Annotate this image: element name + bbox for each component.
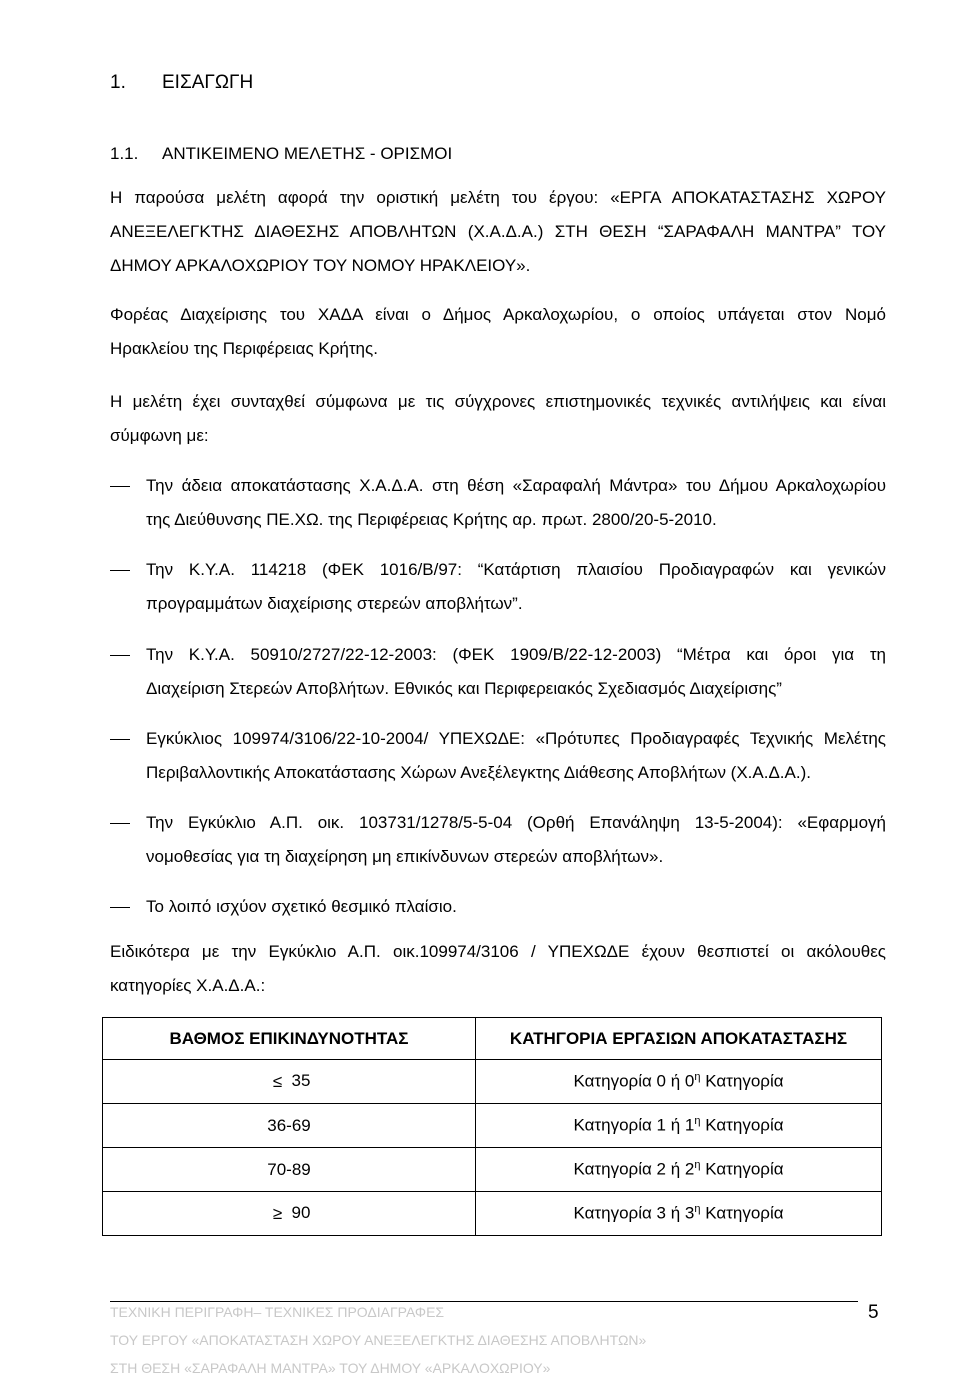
hazard-category-table [102,1017,882,1236]
paragraph-line: Η μελέτη έχει συνταχθεί σύμφωνα με τις σύγχρονες επιστημονικές τεχνικές αντιλήψεις και είναι [110,392,886,411]
score-value: 35 [291,1071,311,1091]
table-row [103,1060,882,1104]
bullet-line: Εγκύκλιος 109974/3106/22-10-2004/ ΥΠΕΧΩΔΕ: «Πρότυπες Προδιαγραφές Τεχνικής Μελέτης [146,729,886,748]
ordinal-sup: η [694,1071,701,1084]
paragraph-line: κατηγορίες Χ.Α.Δ.Α.: [110,976,266,995]
footer-line: ΤΟΥ ΕΡΓΟΥ «ΑΠΟΚΑΤΑΣΤΑΣΗ ΧΩΡΟΥ ΑΝΕΞΕΛΕΓΚΤΗΣ ΔΙΑΘΕΣΗΣ ΑΠΟΒΛΗΤΩΝ» [110,1332,647,1348]
column-header: ΒΑΘΜΟΣ ΕΠΙΚΙΝΔΥΝΟΤΗΤΑΣ [103,1018,476,1060]
bullet-line: Την άδεια αποκατάστασης Χ.Α.Δ.Α. στη θέση «Σαραφαλή Μάντρα» του Δήμου Αρκαλοχωρίου [146,476,886,495]
category-suffix: Κατηγορία [700,1159,784,1179]
ordinal-sup: η [694,1159,701,1172]
paragraph-line: Ειδικότερα με την Εγκύκλιο Α.Π. οικ.109974/3106 / ΥΠΕΧΩΔΕ έχουν θεσπιστεί οι ακόλουθες [110,942,886,961]
category-suffix: Κατηγορία [700,1203,784,1223]
bullet-line: Την Εγκύκλιο Α.Π. οικ. 103731/1278/5-5-04 (Ορθή Επανάληψη 13-5-2004): «Εφαρμογή [146,813,886,832]
bullet-line: Διαχείριση Στερεών Αποβλήτων. Εθνικός και Περιφερειακός Σχεδιασμός Διαχείρισης” [146,679,782,698]
bullet-dash [110,655,130,656]
bullet-line: της Διεύθυνσης ΠΕ.ΧΩ. της Περιφέρειας Κρήτης αρ. πρωτ. 2800/20-5-2010. [146,510,717,529]
bullet-line: Περιβαλλοντικής Αποκατάστασης Χώρων Ανεξέλεγκτης Διάθεσης Αποβλήτων (Χ.Α.Δ.Α.). [146,763,811,782]
bullet-item-circular-109974 [146,722,886,790]
category-value: Κατηγορία 1 ή 1 [573,1115,695,1135]
ordinal-sup: η [694,1203,701,1216]
category-value: Κατηγορία 2 ή 2 [573,1159,695,1179]
score-cell [103,1148,476,1192]
footer-line: ΤΕΧΝΙΚΗ ΠΕΡΙΓΡΑΦΗ– ΤΕΧΝΙΚΕΣ ΠΡΟΔΙΑΓΡΑΦΕΣ [110,1304,445,1320]
table-header-row [103,1018,882,1060]
score-cell [103,1192,476,1236]
category-value: Κατηγορία 0 ή 0 [573,1071,695,1091]
bullet-item-permit [146,469,886,537]
footer-rule [110,1301,858,1302]
paragraph-line: ΔΗΜΟΥ ΑΡΚΑΛΟΧΩΡΙΟΥ ΤΟΥ ΝΟΜΟΥ ΗΡΑΚΛΕΙΟΥ». [110,256,531,275]
score-cell [103,1104,476,1148]
category-cell [476,1060,882,1104]
category-cell [476,1192,882,1236]
bullet-line: νομοθεσίας για τη διαχείρηση μη επικίνδυνων στερεών αποβλήτων». [146,847,664,866]
paragraph-project [110,181,886,283]
score-value: 36-69 [267,1115,311,1135]
category-suffix: Κατηγορία [700,1071,784,1091]
paragraph-line: Η παρούσα μελέτη αφορά την οριστική μελέτη του έργου: «ΕΡΓΑ ΑΠΟΚΑΤΑΣΤΑΣΗΣ ΧΩΡΟΥ [110,188,886,207]
bullet-dash [110,823,130,824]
bullet-dash [110,570,130,571]
column-header: ΚΑΤΗΓΟΡΙΑ ΕΡΓΑΣΙΩΝ ΑΠΟΚΑΤΑΣΤΑΣΗΣ [476,1018,882,1060]
bullet-dash [110,486,130,487]
less-or-equal-icon: ≤ [272,1071,283,1091]
paragraph-line: Ηρακλείου της Περιφέρειας Κρήτης. [110,339,378,358]
bullet-item-kya-50910 [146,638,886,706]
subsection-heading [110,144,452,164]
category-value: Κατηγορία 3 ή 3 [573,1203,695,1223]
page-number: 5 [868,1302,879,1323]
paragraph-categories [110,935,886,1003]
category-suffix: Κατηγορία [700,1115,784,1135]
ordinal-sup: η [694,1115,701,1128]
paragraph-line: Φορέας Διαχείρισης του ΧΑΔΑ είναι ο Δήμος Αρκαλοχωρίου, ο οποίος υπάγεται στον Νομό [110,305,886,324]
subsection-title: ΑΝΤΙΚΕΙΜΕΝΟ ΜΕΛΕΤΗΣ - ΟΡΙΣΜΟΙ [162,144,453,163]
footer-line: ΣΤΗ ΘΕΣΗ «ΣΑΡΑΦΑΛΗ ΜΑΝΤΡΑ» ΤΟΥ ΔΗΜΟΥ «ΑΡΚΑΛΟΧΩΡΙΟΥ» [110,1360,551,1376]
section-number: 1. [110,72,126,93]
greater-or-equal-icon: ≥ [272,1203,283,1223]
table-row [103,1148,882,1192]
paragraph-operator [110,298,886,366]
section-title: ΕΙΣΑΓΩΓΗ [162,72,254,93]
score-value: 70-89 [267,1159,311,1179]
paragraph-line: σύμφωνη με: [110,426,209,445]
table-row [103,1104,882,1148]
table-row [103,1192,882,1236]
bullet-dash [110,739,130,740]
bullet-item-kya-114218 [146,553,886,621]
bullet-item-framework [146,890,886,924]
bullet-item-circular-103731 [146,806,886,874]
category-cell [476,1148,882,1192]
subsection-number: 1.1. [110,144,139,163]
paragraph-line: ΑΝΕΞΕΛΕΓΚΤΗΣ ΔΙΑΘΕΣΗΣ ΑΠΟΒΛΗΤΩΝ (Χ.Α.Δ.Α.) ΣΤΗ ΘΕΣΗ “ΣΑΡΑΦΑΛΗ ΜΑΝΤΡΑ” ΤΟΥ [110,222,886,241]
category-cell [476,1104,882,1148]
score-value: 90 [291,1203,311,1223]
bullet-line: Την Κ.Υ.Α. 50910/2727/22-12-2003: (ΦΕΚ 1909/Β/22-12-2003) “Μέτρα και όροι για τη [146,645,886,664]
section-heading [110,72,253,94]
bullet-dash [110,907,130,908]
score-cell [103,1060,476,1104]
bullet-line: Την Κ.Υ.Α. 114218 (ΦΕΚ 1016/Β/97: “Κατάρτιση πλαισίου Προδιαγραφών και γενικών [146,560,886,579]
bullet-line: προγραμμάτων διαχείρισης στερεών αποβλήτων”. [146,594,523,613]
bullet-line: Το λοιπό ισχύον σχετικό θεσμικό πλαίσιο. [146,897,457,916]
paragraph-compliance [110,385,886,453]
